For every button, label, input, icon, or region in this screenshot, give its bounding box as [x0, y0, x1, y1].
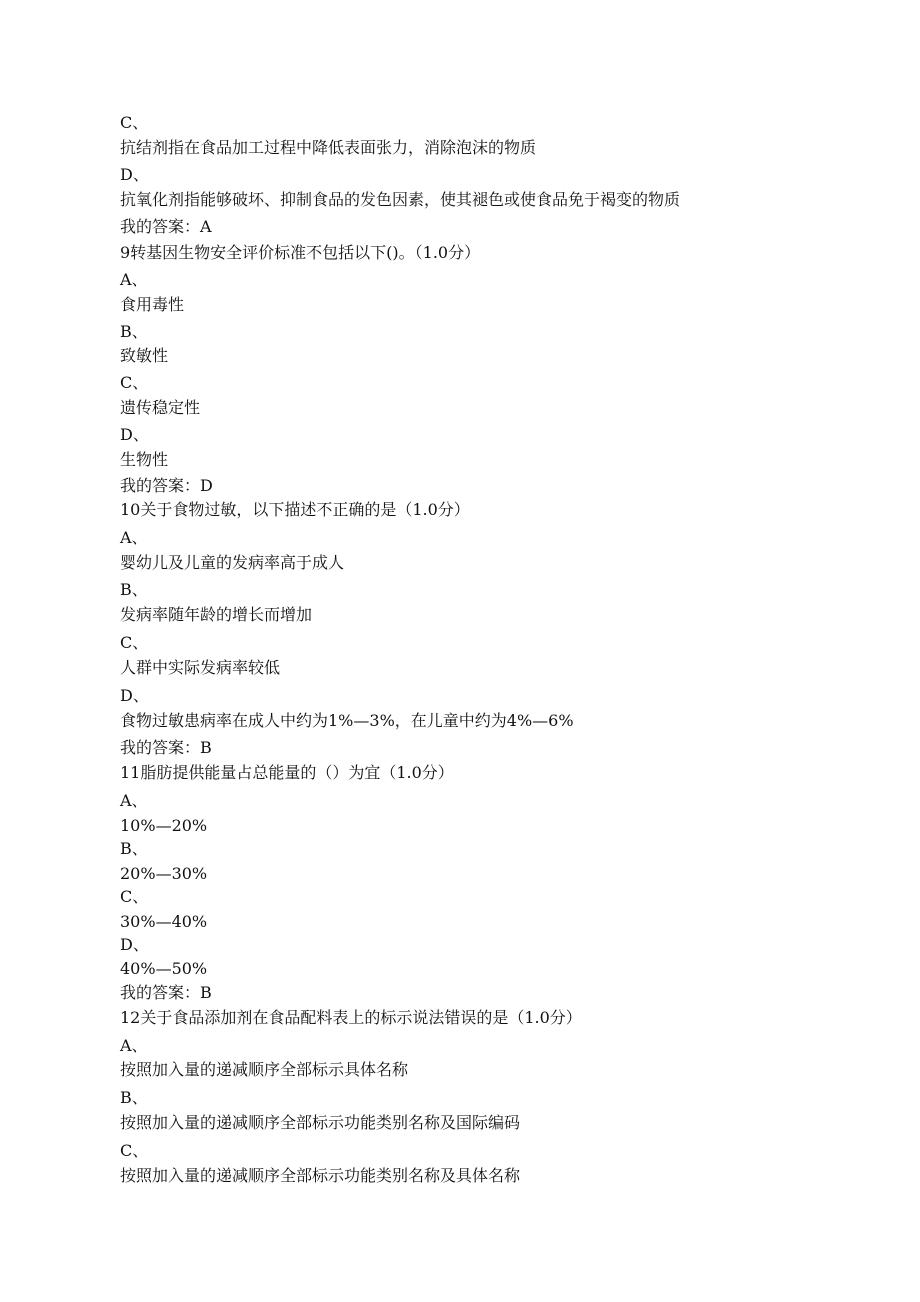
my-answer: 我的答案：B: [120, 983, 212, 1002]
option-text: 按照加入量的递减顺序全部标示功能类别名称及国际编码: [120, 1113, 521, 1132]
option-text: 食用毒性: [120, 295, 185, 314]
option-text: 按照加入量的递减顺序全部标示具体名称: [120, 1060, 409, 1079]
option-text: 40%—50%: [120, 959, 208, 978]
option-text: 婴幼儿及儿童的发病率高于成人: [120, 553, 345, 572]
option-label: A、: [120, 791, 148, 810]
option-label: A、: [120, 270, 148, 289]
option-label: D、: [120, 425, 149, 444]
option-text: 发病率随年龄的增长而增加: [120, 605, 313, 624]
question-title: 12关于食品添加剂在食品配料表上的标示说法错误的是（1.0分）: [120, 1008, 582, 1027]
option-label: C、: [120, 633, 149, 652]
option-label: A、: [120, 528, 148, 547]
option-label: B、: [120, 1088, 148, 1107]
option-label: B、: [120, 839, 148, 858]
option-label: B、: [120, 580, 148, 599]
option-label: C、: [120, 1141, 149, 1160]
option-text: 抗氧化剂指能够破坏、抑制食品的发色因素，使其褪色或使食品免于褐变的物质: [120, 190, 681, 209]
option-label: C、: [120, 113, 149, 132]
option-text: 按照加入量的递减顺序全部标示功能类别名称及具体名称: [120, 1166, 521, 1185]
option-text: 20%—30%: [120, 864, 208, 883]
my-answer: 我的答案：D: [120, 476, 213, 495]
option-text: 10%—20%: [120, 816, 208, 835]
question-title: 9转基因生物安全评价标准不包括以下()。（1.0分）: [120, 243, 481, 262]
option-text: 人群中实际发病率较低: [120, 658, 281, 677]
question-title: 10关于食物过敏，以下描述不正确的是（1.0分）: [120, 500, 470, 519]
option-label: D、: [120, 935, 149, 954]
my-answer: 我的答案：B: [120, 738, 212, 757]
option-label: D、: [120, 165, 149, 184]
my-answer: 我的答案：A: [120, 217, 212, 236]
option-label: A、: [120, 1036, 148, 1055]
option-text: 抗结剂指在食品加工过程中降低表面张力，消除泡沫的物质: [120, 138, 537, 157]
question-title: 11脂肪提供能量占总能量的（）为宜（1.0分）: [120, 763, 454, 782]
option-label: C、: [120, 373, 149, 392]
option-text: 致敏性: [120, 346, 169, 365]
option-text: 生物性: [120, 450, 169, 469]
option-text: 遗传稳定性: [120, 398, 201, 417]
option-label: C、: [120, 887, 149, 906]
option-text: 30%—40%: [120, 912, 208, 931]
option-text: 食物过敏患病率在成人中约为1%—3%，在儿童中约为4%—6%: [120, 711, 574, 730]
option-label: B、: [120, 322, 148, 341]
option-label: D、: [120, 686, 149, 705]
